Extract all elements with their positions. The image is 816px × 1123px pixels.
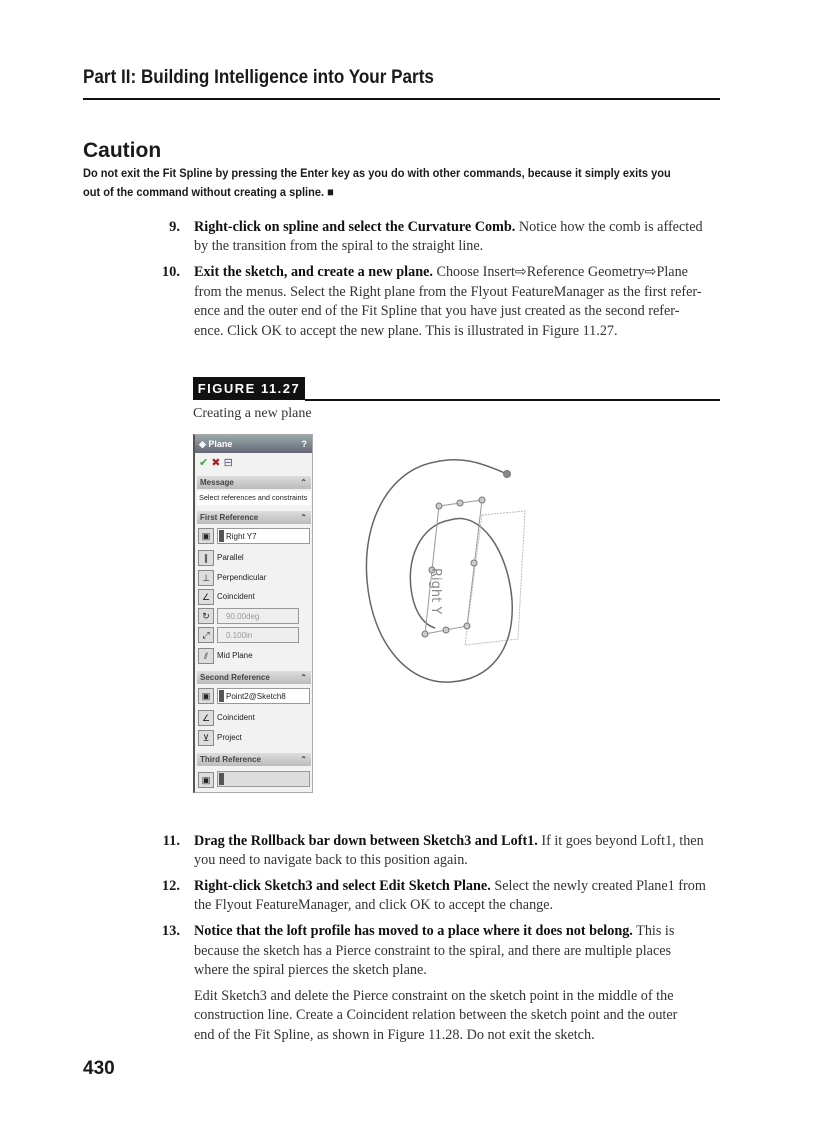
step-line: by the transition from the spiral to the straight line. — [194, 238, 484, 254]
step-line: Notice how the comb is affected — [515, 219, 703, 235]
ok-check-icon[interactable]: ✔ — [199, 457, 209, 469]
sketch-viewport — [350, 450, 540, 700]
handle-point — [464, 623, 470, 629]
perpendicular-icon: ⊥ — [198, 570, 214, 586]
handle-point — [471, 560, 477, 566]
step-line: because the sketch has a Pierce constraint to the spiral, and there are multiple places — [194, 943, 672, 959]
second-reference-header[interactable] — [197, 671, 311, 684]
caution-title: Caution — [83, 139, 162, 162]
option-coincident[interactable]: ∠ Coincident — [198, 588, 255, 606]
section-label: First Reference — [200, 513, 259, 522]
step-number: 10. — [161, 264, 180, 280]
plane-icon: ◈ — [199, 439, 209, 449]
plane-property-panel — [193, 434, 313, 793]
coincident-icon: ∠ — [198, 589, 214, 605]
handle-point — [422, 631, 428, 637]
option-mid-plane[interactable]: ⫽ Mid Plane — [198, 647, 253, 665]
handle-point — [457, 500, 463, 506]
collapse-icon[interactable]: ⌃ — [300, 478, 307, 487]
third-reference-field[interactable] — [217, 771, 310, 787]
step-line: ence and the outer end of the Fit Spline that you have just created as the second refer- — [194, 303, 680, 319]
paragraph-line: Edit Sketch3 and delete the Pierce constraint on the sketch point in the middle of the — [194, 988, 674, 1004]
angle-icon[interactable]: ↻ — [198, 608, 214, 624]
first-reference-field[interactable] — [217, 528, 310, 544]
handle-point — [436, 503, 442, 509]
collapse-icon[interactable]: ⌃ — [300, 673, 307, 682]
page-number: 430 — [83, 1058, 115, 1079]
step-text — [194, 878, 706, 895]
section-label: Message — [200, 478, 234, 487]
paragraph-line: construction line. Create a Coincident relation between the sketch point and the outer — [194, 1007, 678, 1023]
coincident-icon: ∠ — [198, 710, 214, 726]
option-coincident-2[interactable]: ∠ Coincident — [198, 709, 255, 727]
handle-point — [479, 497, 485, 503]
step-number: 12. — [161, 878, 180, 894]
step-line: where the spiral pierces the sketch plane. — [194, 962, 427, 978]
step-lead: Notice that the loft profile has moved to a place where it does not belong. — [194, 923, 633, 939]
cube-icon: ▣ — [198, 528, 214, 544]
mid-plane-icon: ⫽ — [198, 648, 214, 664]
figure-label: FIGURE 11.27 — [193, 377, 305, 400]
project-icon: ⊻ — [198, 730, 214, 746]
paragraph-line: end of the Fit Spline, as shown in Figure 11.28. Do not exit the sketch. — [194, 1027, 595, 1043]
step-line: Choose Insert⇨Reference Geometry⇨Plane — [432, 264, 688, 280]
spline-endpoint[interactable] — [504, 471, 511, 478]
step-line: ence. Click OK to accept the new plane. This is illustrated in Figure 11.27. — [194, 323, 618, 339]
step-lead: Right-click Sketch3 and select Edit Sketch Plane. — [194, 878, 491, 894]
help-button[interactable]: ? — [301, 439, 307, 449]
message-text: Select references and constraints — [197, 491, 311, 505]
collapse-icon[interactable]: ⌃ — [300, 513, 307, 522]
collapse-icon[interactable]: ⌃ — [300, 755, 307, 764]
step-lead: Exit the sketch, and create a new plane. — [194, 264, 433, 280]
plane-label: Right Y — [428, 568, 443, 615]
step-line: from the menus. Select the Right plane from the Flyout FeatureManager as the first refer- — [194, 284, 702, 300]
option-parallel[interactable]: ∥ Parallel — [198, 549, 244, 567]
step-number: 11. — [162, 833, 180, 849]
step-text — [194, 833, 704, 850]
step-text — [194, 923, 674, 940]
step-line: the Flyout FeatureManager, and click OK to accept the change. — [194, 897, 554, 913]
running-head: Part II: Building Intelligence into Your Parts — [83, 67, 434, 88]
cancel-x-icon[interactable]: ✖ — [211, 457, 221, 469]
step-number: 9. — [169, 219, 180, 235]
step-number: 13. — [161, 923, 180, 939]
option-perpendicular[interactable]: ⊥ Perpendicular — [198, 569, 266, 587]
step-text — [194, 264, 688, 281]
message-header[interactable] — [197, 476, 311, 489]
step-lead: Right-click on spline and select the Curvature Comb. — [194, 219, 516, 235]
section-label: Third Reference — [200, 755, 261, 764]
step-line: Select the newly created Plane1 from — [490, 878, 706, 894]
figure-caption: Creating a new plane — [193, 406, 312, 421]
second-reference-field[interactable]: Point2@Sketch8 — [217, 688, 310, 704]
section-label: Second Reference — [200, 673, 270, 682]
angle-field[interactable]: 90.00deg — [217, 608, 299, 624]
header-rule — [83, 98, 720, 100]
option-project[interactable]: ⊻ Project — [198, 729, 242, 747]
figure-rule — [305, 399, 720, 401]
panel-title-bar — [195, 435, 312, 453]
caution-text: out of the command without creating a spline. ■ — [83, 185, 334, 199]
distance-icon[interactable]: ⤢ — [198, 627, 214, 643]
step-lead: Drag the Rollback bar down between Sketch3 and Loft1. — [194, 833, 538, 849]
distance-field[interactable]: 0.100in — [217, 627, 299, 643]
step-line: you need to navigate back to this position again. — [194, 852, 468, 868]
cube-icon: ▣ — [198, 688, 214, 704]
field-value: Right Y7 — [226, 532, 257, 541]
first-reference-header[interactable] — [197, 511, 311, 524]
step-text — [194, 219, 703, 236]
third-reference-header[interactable] — [197, 753, 311, 766]
handle-point — [443, 627, 449, 633]
cube-icon: ▣ — [198, 772, 214, 788]
panel-title: Plane — [208, 439, 233, 449]
caution-text: Do not exit the Fit Spline by pressing the Enter key as you do with other commands, because it simply exits you — [83, 166, 671, 180]
step-line: If it goes beyond Loft1, then — [537, 833, 704, 849]
parallel-icon: ∥ — [198, 550, 214, 566]
pushpin-icon[interactable]: ⊟ — [223, 457, 233, 469]
step-line: This is — [632, 923, 675, 939]
